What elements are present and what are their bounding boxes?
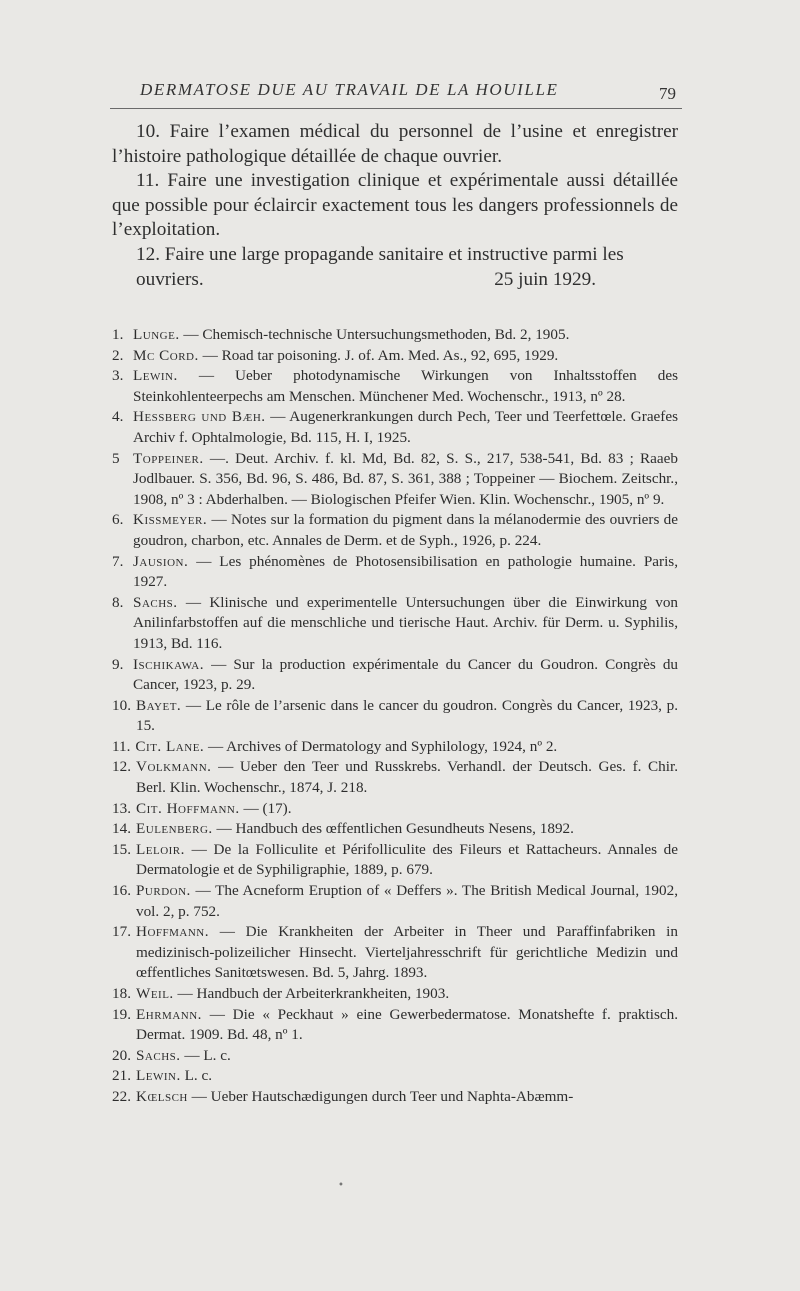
reference-text (133, 593, 678, 655)
reference-number: 5 (112, 449, 120, 467)
reference-author: Cit. Hoffmann. (135, 799, 240, 817)
reference-author: Lewin. (135, 1067, 181, 1085)
reference-text (133, 552, 678, 593)
reference-citation: — Le rôle de l’arsenic dans le cancer du goudron. Congrès du Cancer, 1923, p. 15. (135, 696, 679, 735)
reference-author: Hessberg und Bæh. (133, 408, 266, 426)
reference-citation: — Road tar poisoning. J. of. Am. Med. As., 92, 695, 1929. (202, 346, 559, 364)
reference-item (112, 407, 678, 448)
reference-item (112, 552, 678, 593)
reference-citation: — The Acneform Eruption of « Deffers ». The British Medical Journal, 1902, vol. 2, p. 752. (135, 882, 678, 920)
reference-number: 4. (112, 408, 124, 426)
main-text (112, 120, 678, 292)
reference-number: 13. (112, 799, 131, 817)
reference-number: 10. (112, 696, 131, 714)
reference-citation: — Die Krankheiten der Arbeiter in Theer und Paraffinfabriken in medizinisch-polizeilicher Hinsecht. Vierteljahresschrift für gerichtliche Medizin und œffentliches Sanitœtswesen. Bd. 5, Jahrg. 1893. (135, 923, 678, 982)
reference-number: 1. (112, 326, 124, 343)
reference-text (133, 325, 678, 346)
reference-item (112, 696, 678, 737)
reference-item (112, 799, 678, 820)
paragraph-10: 10. Faire l’examen médical du personnel de l’usine et enregistrer l’histoire pathologique détaillée de chaque ouvrier. (112, 121, 678, 167)
reference-item (112, 346, 678, 367)
reference-item (112, 757, 678, 798)
reference-citation: L. c. (184, 1067, 212, 1085)
reference-author: Purdon. (135, 882, 191, 900)
reference-item (112, 1087, 678, 1108)
reference-number: 21. (112, 1067, 131, 1085)
reference-author: Leloir. (135, 840, 185, 858)
reference-author: Kissmeyer. (133, 511, 208, 529)
closing-line (112, 268, 678, 293)
reference-item (112, 1046, 678, 1067)
reference-author: Volkmann. (135, 758, 212, 776)
reference-text (136, 696, 678, 737)
reference-text (136, 819, 678, 840)
page-header (112, 78, 688, 108)
reference-author: Weil. (135, 985, 174, 1002)
reference-number: 18. (112, 985, 131, 1002)
reference-item (112, 366, 678, 407)
reference-item (112, 819, 678, 840)
paragraph-11: 11. Faire une investigation clinique et expérimentale aussi détaillée que possible pour éclaircir exactement tous les dangers professionnels de l’exploitation. (112, 170, 678, 241)
reference-author: Cit. Lane. (135, 737, 205, 755)
reference-citation: — Notes sur la formation du pigment dans la mélanodermie des ouvriers de goudron, charbon, etc. Annales de Derm. et de Syph., 1926, p. 224. (133, 511, 678, 549)
reference-citation: — Ueber photodynamische Wirkungen von Inhaltsstoffen des Steinkohlenteerpechs am Menschen. Münchener Med. Wochenschr., 1913, nº 28. (133, 367, 679, 405)
reference-item (112, 922, 678, 984)
reference-citation: — Klinische und experimentelle Untersuchungen über die Einwirkung von Anilinfarbstoffen auf die menschliche und tierische Haut. Archiv. für Derm. u. Syphilis, 1913, Bd. 116. (133, 593, 679, 652)
reference-text (136, 984, 678, 1005)
reference-number: 2. (112, 346, 124, 364)
reference-citation: — Ueber den Teer und Russkrebs. Verhandl. der Deutsch. Ges. f. Chir. Berl. Klin. Wochenschr., 1874, J. 218. (135, 758, 679, 797)
reference-citation: — Sur la production expérimentale du Cancer du Goudron. Congrès du Cancer, 1923, p. 29. (133, 655, 679, 694)
running-title: DERMATOSE DUE AU TRAVAIL DE LA HOUILLE (140, 80, 559, 99)
reference-number: 14. (112, 820, 131, 838)
reference-author: Kœlsch (135, 1087, 188, 1105)
reference-text (135, 737, 678, 758)
reference-author: Lewin. (133, 367, 178, 385)
reference-author: Sachs. (135, 1046, 181, 1064)
reference-text (136, 1005, 678, 1046)
signature-date: 25 juin 1929. (494, 268, 596, 290)
references-list (112, 325, 678, 1108)
reference-item (112, 984, 678, 1005)
reference-number: 3. (112, 367, 124, 385)
reference-text (133, 510, 678, 551)
reference-text (136, 1087, 678, 1108)
reference-author: Ehrmann. (135, 1005, 202, 1023)
reference-text (133, 407, 678, 448)
reference-citation: — Die « Peckhaut » eine Gewerbedermatose. Monatshefte f. praktisch. Dermat. 1909. Bd. 48, nº 1. (135, 1005, 679, 1044)
reference-text (136, 1066, 678, 1087)
reference-number: 17. (112, 923, 131, 941)
reference-item (112, 840, 678, 881)
reference-text (136, 922, 678, 984)
reference-citation: — L. c. (184, 1046, 231, 1064)
reference-text (136, 799, 678, 820)
reference-number: 7. (112, 552, 124, 570)
reference-text (133, 366, 678, 407)
reference-citation: — Chemisch-technische Untersuchungsmethoden, Bd. 2, 1905. (183, 326, 570, 343)
reference-item (112, 1066, 678, 1087)
header-rule (110, 108, 682, 109)
reference-number: 8. (112, 593, 124, 611)
reference-citation: — Handbuch der Arbeiterkrankheiten, 1903. (177, 985, 450, 1002)
reference-item (112, 1005, 678, 1046)
reference-citation: — De la Folliculite et Périfolliculite des Fileurs et Rattacheurs. Annales de Dermatologie et de Syphiligraphie, 1889, p. 679. (135, 840, 679, 879)
reference-text (136, 840, 678, 881)
reference-author: Sachs. (133, 593, 178, 611)
reference-author: Bayet. (135, 696, 182, 714)
reference-number: 16. (112, 882, 131, 900)
reference-number: 20. (112, 1046, 131, 1064)
reference-number: 15. (112, 840, 131, 858)
reference-author: Hoffmann. (135, 923, 210, 941)
reference-item (112, 655, 678, 696)
reference-text (133, 449, 678, 511)
reference-citation: — Ueber Hautschædigungen durch Teer und Naphta-Abæmm- (191, 1087, 574, 1105)
reference-citation: — Archives of Dermatology and Syphilology, 1924, nº 2. (208, 737, 558, 755)
reference-item (112, 593, 678, 655)
reference-number: 11. (112, 737, 131, 755)
paragraph-12: 12. Faire une large propagande sanitaire et instructive parmi les (136, 243, 624, 265)
reference-author: Eulenberg. (135, 820, 213, 838)
ornament-mark: • (338, 1180, 344, 1191)
reference-item (112, 510, 678, 551)
reference-number: 9. (112, 655, 124, 673)
reference-item (112, 737, 678, 758)
reference-citation: — Handbuch des œffentlichen Gesundheuts Nesens, 1892. (216, 820, 574, 838)
reference-author: Toppeiner. (133, 449, 204, 467)
reference-citation: — (17). (243, 799, 292, 817)
reference-text (136, 881, 678, 922)
reference-item (112, 325, 678, 346)
reference-number: 19. (112, 1005, 131, 1023)
page-number: 79 (659, 84, 676, 103)
reference-author: Jausion. (133, 552, 189, 570)
reference-text (133, 346, 678, 367)
reference-citation: —. Deut. Archiv. f. kl. Md, Bd. 82, S. S., 217, 538-541, Bd. 83 ; Raaeb Jodlbauer. S. 356, Bd. 96, S. 486, Bd. 87, S. 361, 388 ; Toppeiner — Biochem. Zeitschr., 1908, nº 3 : Abderhalben. — Biologischen Pfeifer Wien. Klin. Wochenschr., 1905, nº 9. (133, 449, 679, 508)
reference-number: 22. (112, 1087, 131, 1105)
reference-author: Lunge. (133, 326, 180, 343)
reference-number: 6. (112, 511, 124, 529)
reference-citation: — Les phénomènes de Photosensibilisation en pathologie humaine. Paris, 1927. (133, 552, 678, 591)
reference-item (112, 881, 678, 922)
reference-item (112, 449, 678, 511)
reference-citation: — Augenerkrankungen durch Pech, Teer und Teerfettœle. Graefes Archiv f. Ophtalmologie, Bd. 115, H. I, 1925. (133, 408, 679, 446)
reference-text (136, 1046, 678, 1067)
reference-author: Mc Cord. (133, 346, 199, 364)
reference-number: 12. (112, 758, 131, 776)
reference-author: Ischikawa. (133, 655, 205, 673)
reference-text (136, 757, 678, 798)
reference-text (133, 655, 678, 696)
closing-word: ouvriers. (136, 268, 204, 290)
